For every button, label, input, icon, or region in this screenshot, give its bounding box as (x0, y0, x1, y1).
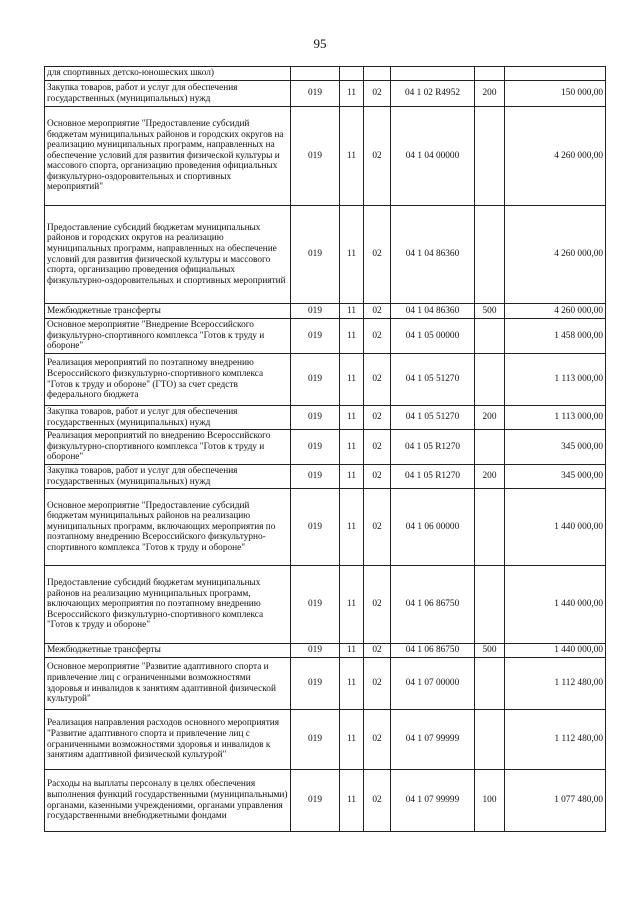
expense-type (475, 354, 505, 406)
row-name: Закупка товаров, работ и услуг для обеспечения государственных (муниципальных) нужд (45, 406, 291, 430)
subsection-code: 02 (364, 658, 391, 710)
section-code: 11 (340, 319, 364, 354)
section-code: 11 (340, 354, 364, 406)
amount: 4 260 000,00 (505, 206, 606, 304)
target-article: 04 1 06 86750 (391, 566, 475, 644)
subsection-code: 02 (364, 770, 391, 832)
subsection-code: 02 (364, 304, 391, 319)
amount: 1 113 000,00 (505, 406, 606, 430)
ministry-code: 019 (291, 770, 340, 832)
subsection-code: 02 (364, 489, 391, 566)
expense-type (475, 319, 505, 354)
section-code: 11 (340, 489, 364, 566)
section-code: 11 (340, 430, 364, 465)
ministry-code: 019 (291, 710, 340, 770)
subsection-code: 02 (364, 354, 391, 406)
row-name: Межбюджетные трансферты (45, 304, 291, 319)
expense-type: 200 (475, 81, 505, 107)
target-article: 04 1 07 99999 (391, 710, 475, 770)
section-code: 11 (340, 206, 364, 304)
row-name: Предоставление субсидий бюджетам муниципальных районов на реализацию муниципальных программ, включающих мероприятия по поэтапному внедрению Всероссийского физкультурно-спортивного комплекса "Готов к труду и обороне" (45, 566, 291, 644)
ministry-code: 019 (291, 206, 340, 304)
amount: 1 458 000,00 (505, 319, 606, 354)
expense-type: 500 (475, 644, 505, 658)
subsection-code: 02 (364, 644, 391, 658)
table-row (45, 710, 606, 770)
expense-type (475, 710, 505, 770)
section-code (340, 67, 364, 81)
amount: 1 077 480,00 (505, 770, 606, 832)
amount: 1 440 000,00 (505, 566, 606, 644)
section-code: 11 (340, 107, 364, 206)
subsection-code (364, 67, 391, 81)
target-article: 04 1 05 R1270 (391, 430, 475, 465)
target-article: 04 1 04 86360 (391, 206, 475, 304)
table-row (45, 489, 606, 566)
section-code: 11 (340, 658, 364, 710)
amount: 1 112 480,00 (505, 710, 606, 770)
target-article: 04 1 04 00000 (391, 107, 475, 206)
section-code: 11 (340, 304, 364, 319)
ministry-code: 019 (291, 304, 340, 319)
ministry-code: 019 (291, 566, 340, 644)
table-row (45, 107, 606, 206)
table-row (45, 304, 606, 319)
expense-type (475, 107, 505, 206)
ministry-code: 019 (291, 489, 340, 566)
expense-type: 200 (475, 465, 505, 489)
amount: 4 260 000,00 (505, 304, 606, 319)
row-name: Закупка товаров, работ и услуг для обеспечения государственных (муниципальных) нужд (45, 465, 291, 489)
expense-type: 200 (475, 406, 505, 430)
subsection-code: 02 (364, 107, 391, 206)
page-number: 95 (313, 36, 327, 51)
expense-type (475, 566, 505, 644)
target-article: 04 1 06 86750 (391, 644, 475, 658)
row-name: для спортивных детско-юношеских школ) (45, 67, 291, 81)
table-row (45, 354, 606, 406)
target-article: 04 1 07 99999 (391, 770, 475, 832)
amount: 1 440 000,00 (505, 644, 606, 658)
subsection-code: 02 (364, 566, 391, 644)
amount: 1 440 000,00 (505, 489, 606, 566)
target-article: 04 1 05 00000 (391, 319, 475, 354)
table-row (45, 406, 606, 430)
row-name: Основное мероприятие "Предоставление субсидий бюджетам муниципальных районов на реализацию муниципальных программ, включающих мероприятия по поэтапному внедрению Всероссийского физкультурно-спортивного комплекса "Готов к труду и обороне" (45, 489, 291, 566)
target-article: 04 1 05 51270 (391, 354, 475, 406)
amount: 4 260 000,00 (505, 107, 606, 206)
subsection-code: 02 (364, 206, 391, 304)
table-row (45, 770, 606, 832)
table-row (45, 67, 606, 81)
expense-type (475, 430, 505, 465)
expense-type (475, 67, 505, 81)
row-name: Предоставление субсидий бюджетам муниципальных районов и городских округов на реализацию муниципальных программ, направленных на обеспечение условий для развития физической культуры и массового спорта, организацию проведения официальных физкультурно-оздоровительных и спортивных мероприятий (45, 206, 291, 304)
row-name: Основное мероприятие "Развитие адаптивного спорта и привлечение лиц с ограниченными возможностями здоровья и инвалидов к занятиям адаптивной физической культурой" (45, 658, 291, 710)
section-code: 11 (340, 710, 364, 770)
table-row (45, 319, 606, 354)
section-code: 11 (340, 644, 364, 658)
expense-type: 500 (475, 304, 505, 319)
expense-type (475, 206, 505, 304)
target-article (391, 67, 475, 81)
target-article: 04 1 02 R4952 (391, 81, 475, 107)
ministry-code: 019 (291, 465, 340, 489)
row-name: Основное мероприятие "Внедрение Всероссийского физкультурно-спортивного комплекса "Готов к труду и обороне" (45, 319, 291, 354)
table-row (45, 81, 606, 107)
row-name: Реализация мероприятий по поэтапному внедрению Всероссийского физкультурно-спортивного комплекса "Готов к труду и обороне" (ГТО) за счет средств федерального бюджета (45, 354, 291, 406)
budget-table (44, 66, 606, 832)
expense-type (475, 489, 505, 566)
subsection-code: 02 (364, 406, 391, 430)
row-name: Закупка товаров, работ и услуг для обеспечения государственных (муниципальных) нужд (45, 81, 291, 107)
table-row (45, 644, 606, 658)
target-article: 04 1 04 86360 (391, 304, 475, 319)
ministry-code: 019 (291, 319, 340, 354)
subsection-code: 02 (364, 710, 391, 770)
table-row (45, 206, 606, 304)
ministry-code: 019 (291, 354, 340, 406)
section-code: 11 (340, 770, 364, 832)
ministry-code (291, 67, 340, 81)
subsection-code: 02 (364, 465, 391, 489)
section-code: 11 (340, 566, 364, 644)
expense-type: 100 (475, 770, 505, 832)
table-row (45, 465, 606, 489)
row-name: Расходы на выплаты персоналу в целях обеспечения выполнения функций государственными (муниципальными) органами, казенными учреждениями, органами управления государственными внебюджетными фондами (45, 770, 291, 832)
section-code: 11 (340, 406, 364, 430)
ministry-code: 019 (291, 406, 340, 430)
subsection-code: 02 (364, 319, 391, 354)
amount (505, 67, 606, 81)
subsection-code: 02 (364, 81, 391, 107)
row-name: Основное мероприятие "Предоставление субсидий бюджетам муниципальных районов и городских округов на реализацию муниципальных программ, направленных на обеспечение условий для развития физической культуры и массового спорта, организацию проведения официальных физкультурно-оздоровительных и спортивных мероприятий" (45, 107, 291, 206)
target-article: 04 1 05 51270 (391, 406, 475, 430)
amount: 1 113 000,00 (505, 354, 606, 406)
ministry-code: 019 (291, 644, 340, 658)
section-code: 11 (340, 465, 364, 489)
target-article: 04 1 07 00000 (391, 658, 475, 710)
section-code: 11 (340, 81, 364, 107)
table-row (45, 658, 606, 710)
table-row (45, 430, 606, 465)
target-article: 04 1 05 R1270 (391, 465, 475, 489)
ministry-code: 019 (291, 107, 340, 206)
row-name: Реализация направления расходов основного мероприятия "Развитие адаптивного спорта и привлечение лиц с ограниченными возможностями здоровья и инвалидов к занятиям адаптивной физической культурой" (45, 710, 291, 770)
subsection-code: 02 (364, 430, 391, 465)
amount: 1 112 480,00 (505, 658, 606, 710)
target-article: 04 1 06 00000 (391, 489, 475, 566)
expense-type (475, 658, 505, 710)
ministry-code: 019 (291, 430, 340, 465)
row-name: Межбюджетные трансферты (45, 644, 291, 658)
row-name: Реализация мероприятий по внедрению Всероссийского физкультурно-спортивного комплекса "Готов к труду и обороне" (45, 430, 291, 465)
table-row (45, 566, 606, 644)
amount: 345 000,00 (505, 430, 606, 465)
ministry-code: 019 (291, 658, 340, 710)
ministry-code: 019 (291, 81, 340, 107)
amount: 345 000,00 (505, 465, 606, 489)
amount: 150 000,00 (505, 81, 606, 107)
